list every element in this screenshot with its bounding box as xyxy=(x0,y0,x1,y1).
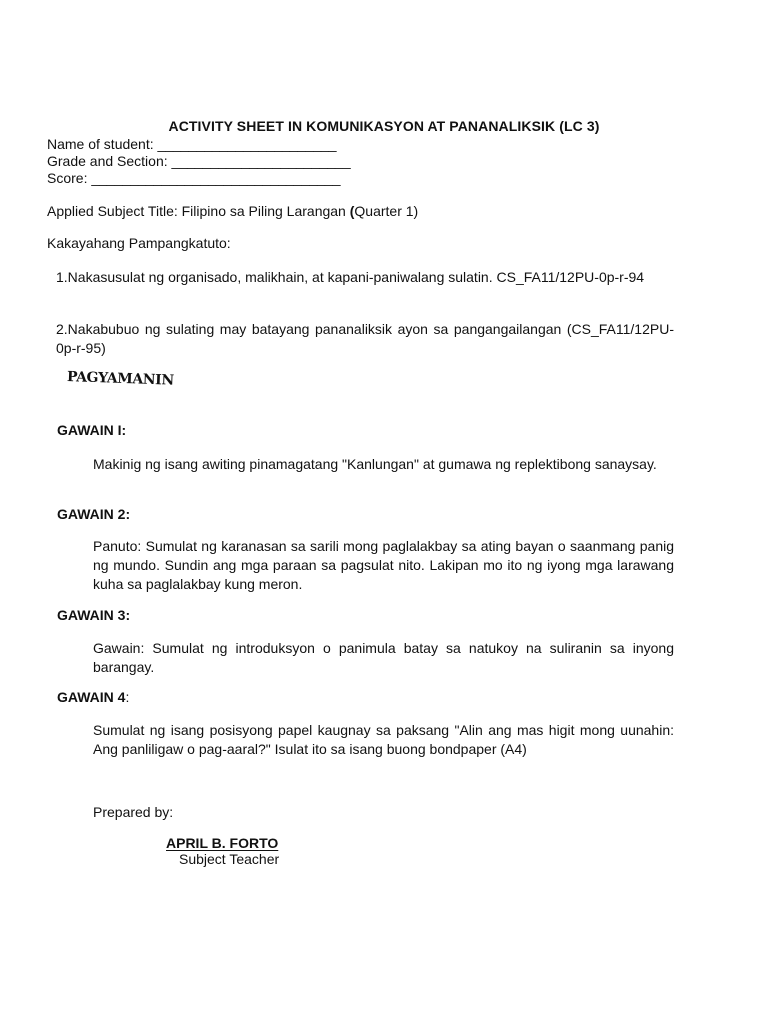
gawain-1-title: GAWAIN I: xyxy=(57,422,127,438)
competency-item: 1.Nakasusulat ng organisado, malikhain, at kapani-paniwalang sulatin. CS_FA11/12PU-0p-r-94 xyxy=(56,269,645,285)
student-name-field xyxy=(47,136,337,153)
score-label: Score: xyxy=(47,170,88,186)
subject-paren: ( xyxy=(349,203,355,219)
student-name-label: Name of student: xyxy=(47,136,154,152)
gawain-4-title xyxy=(57,689,129,706)
subject-title-text: Applied Subject Title: Filipino sa Piling Larangan xyxy=(47,203,350,219)
student-name-blank: _______________________ xyxy=(157,136,337,152)
section-heading-pagyamanin: PAGYAMANIN xyxy=(66,369,175,389)
gawain-3-text: Gawain: Sumulat ng introduksyon o panimula batay sa natukoy na suliranin sa inyong barangay. xyxy=(93,640,674,675)
grade-section-blank: _______________________ xyxy=(171,153,351,169)
grade-section-field xyxy=(47,153,351,170)
score-field xyxy=(47,170,341,187)
gawain-3-title: GAWAIN 3: xyxy=(57,607,131,623)
subject-quarter: Quarter 1) xyxy=(354,203,419,219)
gawain-4-title-text: GAWAIN 4 xyxy=(57,689,126,705)
competency-item: 2.Nakabubuo ng sulating may batayang pananaliksik ayon sa pangangailangan (CS_FA11/12PU-0p-r-95) xyxy=(56,321,674,356)
gawain-2-text: Panuto: Sumulat ng karanasan sa sarili mong paglalakbay sa ating bayan o saanmang panig ng mundo. Sundin ang mga paraan sa pagsulat nito. Lakipan mo ito ng iyong mga larawang kuha sa paglalakbay kung meron. xyxy=(93,538,674,592)
gawain-2-title: GAWAIN 2: xyxy=(57,506,131,522)
competencies-heading: Kakayahang Pampangkatuto: xyxy=(47,235,231,251)
page-title: ACTIVITY SHEET IN KOMUNIKASYON AT PANANALIKSIK (LC 3) xyxy=(168,118,600,134)
prepared-by-label: Prepared by: xyxy=(93,804,174,820)
subject-title-line xyxy=(47,203,418,220)
grade-section-label: Grade and Section: xyxy=(47,153,168,169)
teacher-role: Subject Teacher xyxy=(179,851,280,867)
teacher-name: APRIL B. FORTO xyxy=(166,835,279,851)
gawain-4-colon: : xyxy=(125,689,130,705)
score-blank: ________________________________ xyxy=(91,170,341,186)
gawain-1-text: Makinig ng isang awiting pinamagatang "Kanlungan" at gumawa ng replektibong sanaysay. xyxy=(93,456,657,472)
gawain-4-text: Sumulat ng isang posisyong papel kaugnay sa paksang "Alin ang mas higit mong uunahin: Ang panliligaw o pag-aaral?" Isulat ito sa isang buong bondpaper (A4) xyxy=(93,722,674,757)
